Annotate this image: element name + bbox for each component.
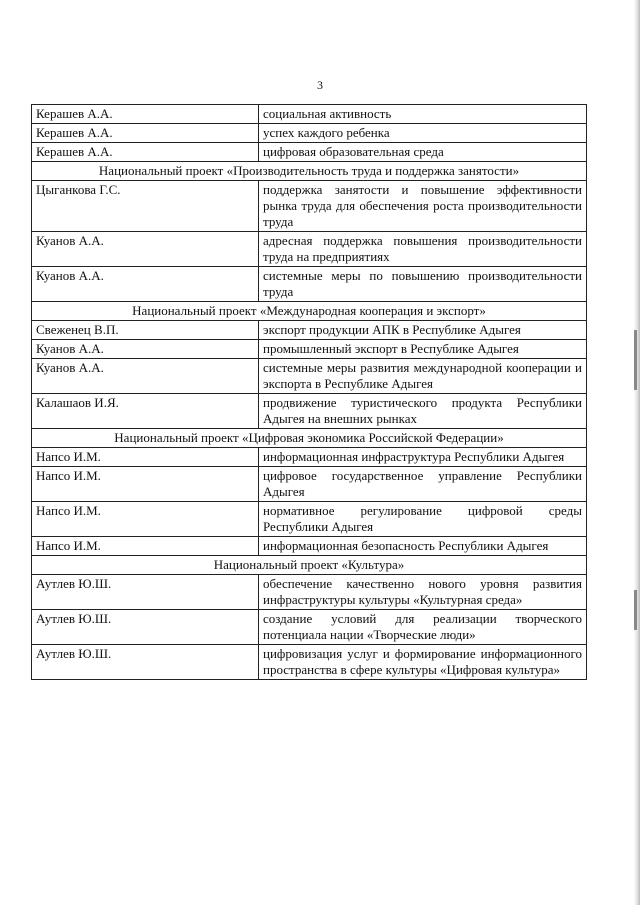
table-row (32, 610, 587, 645)
responsible-name: Свеженец В.П. (32, 321, 259, 340)
project-description: социальная активность (259, 105, 587, 124)
project-description: цифровая образовательная среда (259, 143, 587, 162)
table-row (32, 537, 587, 556)
table-body (32, 105, 587, 680)
responsible-name: Керашев А.А. (32, 143, 259, 162)
responsible-name: Куанов А.А. (32, 340, 259, 359)
section-header-row (32, 556, 587, 575)
project-description: адресная поддержка повышения производительности труда на предприятиях (259, 232, 587, 267)
responsible-name: Аутлев Ю.Ш. (32, 645, 259, 680)
table-row (32, 394, 587, 429)
table-row (32, 181, 587, 232)
table-row (32, 467, 587, 502)
responsible-name: Керашев А.А. (32, 105, 259, 124)
project-description: создание условий для реализации творческого потенциала нации «Творческие люди» (259, 610, 587, 645)
project-description: цифровое государственное управление Республики Адыгея (259, 467, 587, 502)
project-description: системные меры по повышению производительности труда (259, 267, 587, 302)
table-row (32, 232, 587, 267)
scan-mark (634, 330, 637, 390)
table-row (32, 645, 587, 680)
section-header-row (32, 429, 587, 448)
table-row (32, 143, 587, 162)
project-description: информационная инфраструктура Республики Адыгея (259, 448, 587, 467)
table-row (32, 340, 587, 359)
responsible-name: Аутлев Ю.Ш. (32, 610, 259, 645)
responsible-name: Напсо И.М. (32, 467, 259, 502)
table-row (32, 321, 587, 340)
scan-mark (634, 590, 637, 630)
responsible-name: Калашаов И.Я. (32, 394, 259, 429)
table-row (32, 267, 587, 302)
responsible-name: Керашев А.А. (32, 124, 259, 143)
table-row (32, 448, 587, 467)
responsible-name: Напсо И.М. (32, 537, 259, 556)
project-description: цифровизация услуг и формирование информационного пространства в сфере культуры «Цифровая культура» (259, 645, 587, 680)
responsible-name: Цыганкова Г.С. (32, 181, 259, 232)
project-description: успех каждого ребенка (259, 124, 587, 143)
section-header-row (32, 162, 587, 181)
responsible-name: Куанов А.А. (32, 267, 259, 302)
section-title: Национальный проект «Международная кооперация и экспорт» (32, 302, 587, 321)
table-row (32, 105, 587, 124)
project-description: обеспечение качественно нового уровня развития инфраструктуры культуры «Культурная среда» (259, 575, 587, 610)
project-description: поддержка занятости и повышение эффективности рынка труда для обеспечения роста производительности труда (259, 181, 587, 232)
page-number: 3 (317, 78, 323, 92)
responsibility-table (31, 104, 587, 680)
section-title: Национальный проект «Цифровая экономика Российской Федерации» (32, 429, 587, 448)
responsible-name: Куанов А.А. (32, 359, 259, 394)
project-description: экспорт продукции АПК в Республике Адыгея (259, 321, 587, 340)
project-description: информационная безопасность Республики Адыгея (259, 537, 587, 556)
responsible-name: Куанов А.А. (32, 232, 259, 267)
section-header-row (32, 302, 587, 321)
responsible-name: Напсо И.М. (32, 448, 259, 467)
project-description: промышленный экспорт в Республике Адыгея (259, 340, 587, 359)
responsible-name: Аутлев Ю.Ш. (32, 575, 259, 610)
scan-edge (634, 0, 640, 905)
responsible-name: Напсо И.М. (32, 502, 259, 537)
table-row (32, 575, 587, 610)
project-description: нормативное регулирование цифровой среды Республики Адыгея (259, 502, 587, 537)
table-row (32, 124, 587, 143)
section-title: Национальный проект «Производительность труда и поддержка занятости» (32, 162, 587, 181)
table-row (32, 359, 587, 394)
project-description: системные меры развития международной кооперации и экспорта в Республике Адыгея (259, 359, 587, 394)
table-row (32, 502, 587, 537)
section-title: Национальный проект «Культура» (32, 556, 587, 575)
project-description: продвижение туристического продукта Республики Адыгея на внешних рынках (259, 394, 587, 429)
